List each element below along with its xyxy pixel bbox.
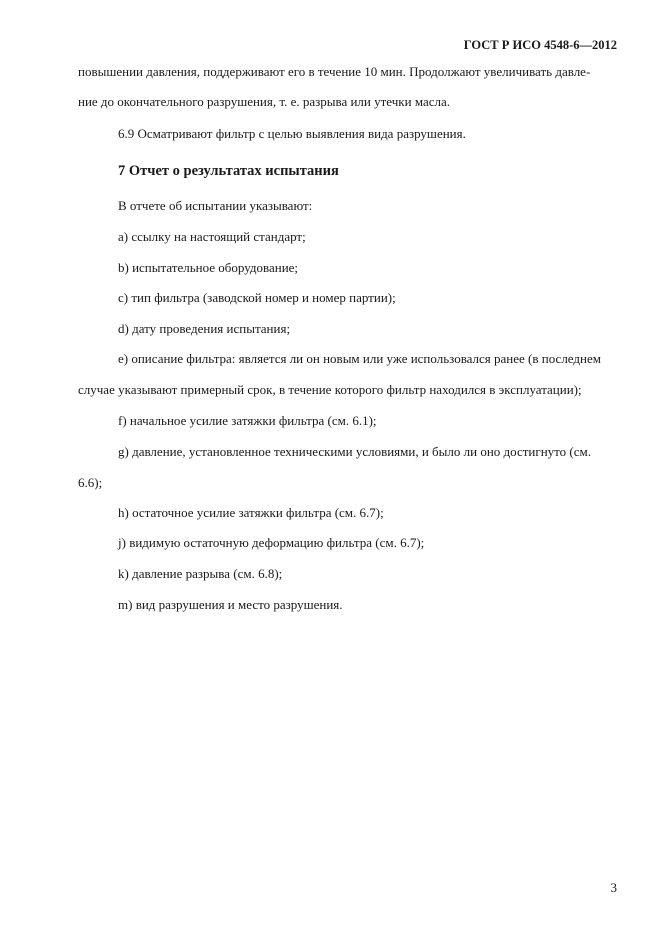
paragraph-6-9: 6.9 Осматривают фильтр с целью выявления вида разрушения. xyxy=(118,126,466,141)
section-heading: 7 Отчет о результатах испытания xyxy=(118,163,339,179)
list-item-e-continuation: случае указывают примерный срок, в течение которого фильтр находился в эксплуатации); xyxy=(78,382,582,397)
list-item-b: b) испытательное оборудование; xyxy=(118,260,299,275)
list-item-d: d) дату проведения испытания; xyxy=(118,321,291,336)
report-intro: В отчете об испытании указывают: xyxy=(118,198,313,213)
list-item-a: a) ссылку на настоящий стандарт; xyxy=(118,229,306,244)
list-item-g: g) давление, установленное техническими условиями, и было ли оно достигнуто (см. xyxy=(118,444,592,459)
list-item-g-continuation: 6.6); xyxy=(78,475,103,490)
standard-header: ГОСТ Р ИСО 4548-6—2012 xyxy=(463,38,617,52)
list-item-m: m) вид разрушения и место разрушения. xyxy=(118,597,343,612)
paragraph-line: ние до окончательного разрушения, т. е. разрыва или утечки масла. xyxy=(78,94,450,109)
list-item-j: j) видимую остаточную деформацию фильтра (см. 6.7); xyxy=(118,535,425,550)
list-item-k: k) давление разрыва (см. 6.8); xyxy=(118,566,283,581)
list-item-c: c) тип фильтра (заводской номер и номер партии); xyxy=(118,290,396,305)
page-number: 3 xyxy=(610,880,617,895)
list-item-f: f) начальное усилие затяжки фильтра (см. 6.1); xyxy=(118,413,377,428)
paragraph-line: повышении давления, поддерживают его в течение 10 мин. Продолжают увеличивать давле- xyxy=(78,64,591,79)
list-item-h: h) остаточное усилие затяжки фильтра (см. 6.7); xyxy=(118,505,384,520)
list-item-e: e) описание фильтра: является ли он новым или уже использовался ранее (в последнем xyxy=(118,351,601,366)
